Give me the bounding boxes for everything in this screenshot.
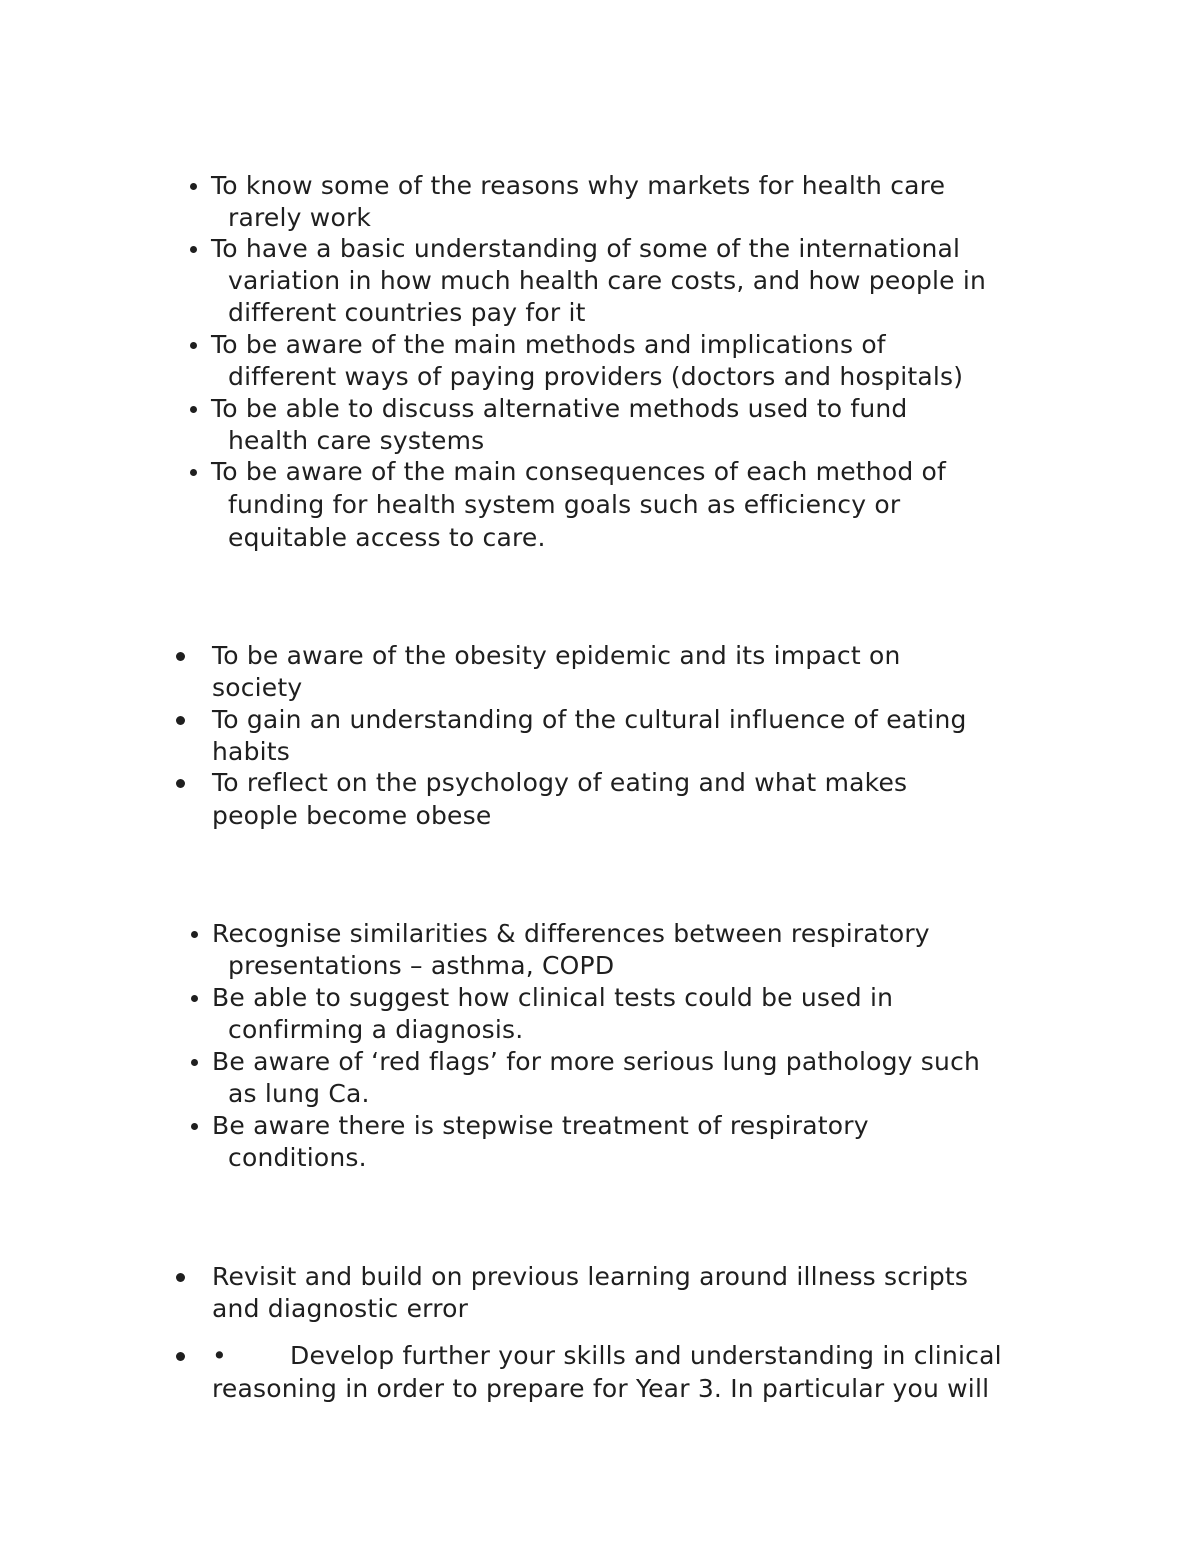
bullet-icon xyxy=(176,1352,185,1361)
list-item-line: To gain an understanding of the cultural influence of eating xyxy=(212,705,967,734)
list-item-line: rarely work xyxy=(228,203,372,232)
list-item-line: presentations – asthma, COPD xyxy=(228,951,615,980)
list-item-line: Develop further your skills and understanding in clinical xyxy=(290,1341,1002,1370)
bullet-icon xyxy=(191,1059,198,1066)
list-item-line: Be aware there is stepwise treatment of respiratory xyxy=(212,1111,869,1140)
bullet-icon xyxy=(191,1123,198,1130)
list-item-line: conditions. xyxy=(228,1143,367,1172)
list-item-line: people become obese xyxy=(212,801,492,830)
list-item-line: reasoning in order to prepare for Year 3. In particular you will xyxy=(212,1374,990,1403)
bullet-icon xyxy=(190,246,197,253)
bullet-icon xyxy=(191,995,198,1002)
list-item-line: society xyxy=(212,673,303,702)
list-item-line: To know some of the reasons why markets for health care xyxy=(211,171,946,200)
bullet-icon xyxy=(191,931,198,938)
bullet-icon xyxy=(176,1273,185,1282)
list-item-line: To be aware of the main methods and implications of xyxy=(211,330,886,359)
list-item-line: variation in how much health care costs, and how people in xyxy=(228,266,987,295)
list-item-line: different ways of paying providers (doctors and hospitals) xyxy=(228,362,964,391)
bullet-icon xyxy=(190,469,197,476)
bullet-icon xyxy=(190,406,197,413)
list-item-line: Recognise similarities & differences between respiratory xyxy=(212,919,930,948)
bullet-icon xyxy=(190,183,197,190)
list-item-line: and diagnostic error xyxy=(212,1294,469,1323)
list-item-line: To have a basic understanding of some of the international xyxy=(211,234,961,263)
list-item-line: as lung Ca. xyxy=(228,1079,370,1108)
inner-bullet-text: • xyxy=(212,1341,227,1370)
list-item-line: confirming a diagnosis. xyxy=(228,1015,524,1044)
list-item-line: To be aware of the main consequences of each method of xyxy=(211,457,947,486)
list-item-line: Be aware of ‘red flags’ for more serious lung pathology such xyxy=(212,1047,981,1076)
list-item-line: To be able to discuss alternative methods used to fund xyxy=(211,394,908,423)
bullet-icon xyxy=(190,342,197,349)
list-item-line: To reflect on the psychology of eating and what makes xyxy=(212,768,908,797)
list-item-line: funding for health system goals such as efficiency or xyxy=(228,490,901,519)
bullet-icon xyxy=(176,779,185,788)
list-item-line: different countries pay for it xyxy=(228,298,586,327)
bullet-icon xyxy=(176,716,185,725)
list-item-line: Be able to suggest how clinical tests could be used in xyxy=(212,983,894,1012)
bullet-icon xyxy=(176,652,185,661)
list-item-line: To be aware of the obesity epidemic and its impact on xyxy=(212,641,901,670)
list-item-line: health care systems xyxy=(228,426,485,455)
list-item-line: Revisit and build on previous learning around illness scripts xyxy=(212,1262,969,1291)
list-item-line: equitable access to care. xyxy=(228,523,546,552)
list-item-line: habits xyxy=(212,737,291,766)
